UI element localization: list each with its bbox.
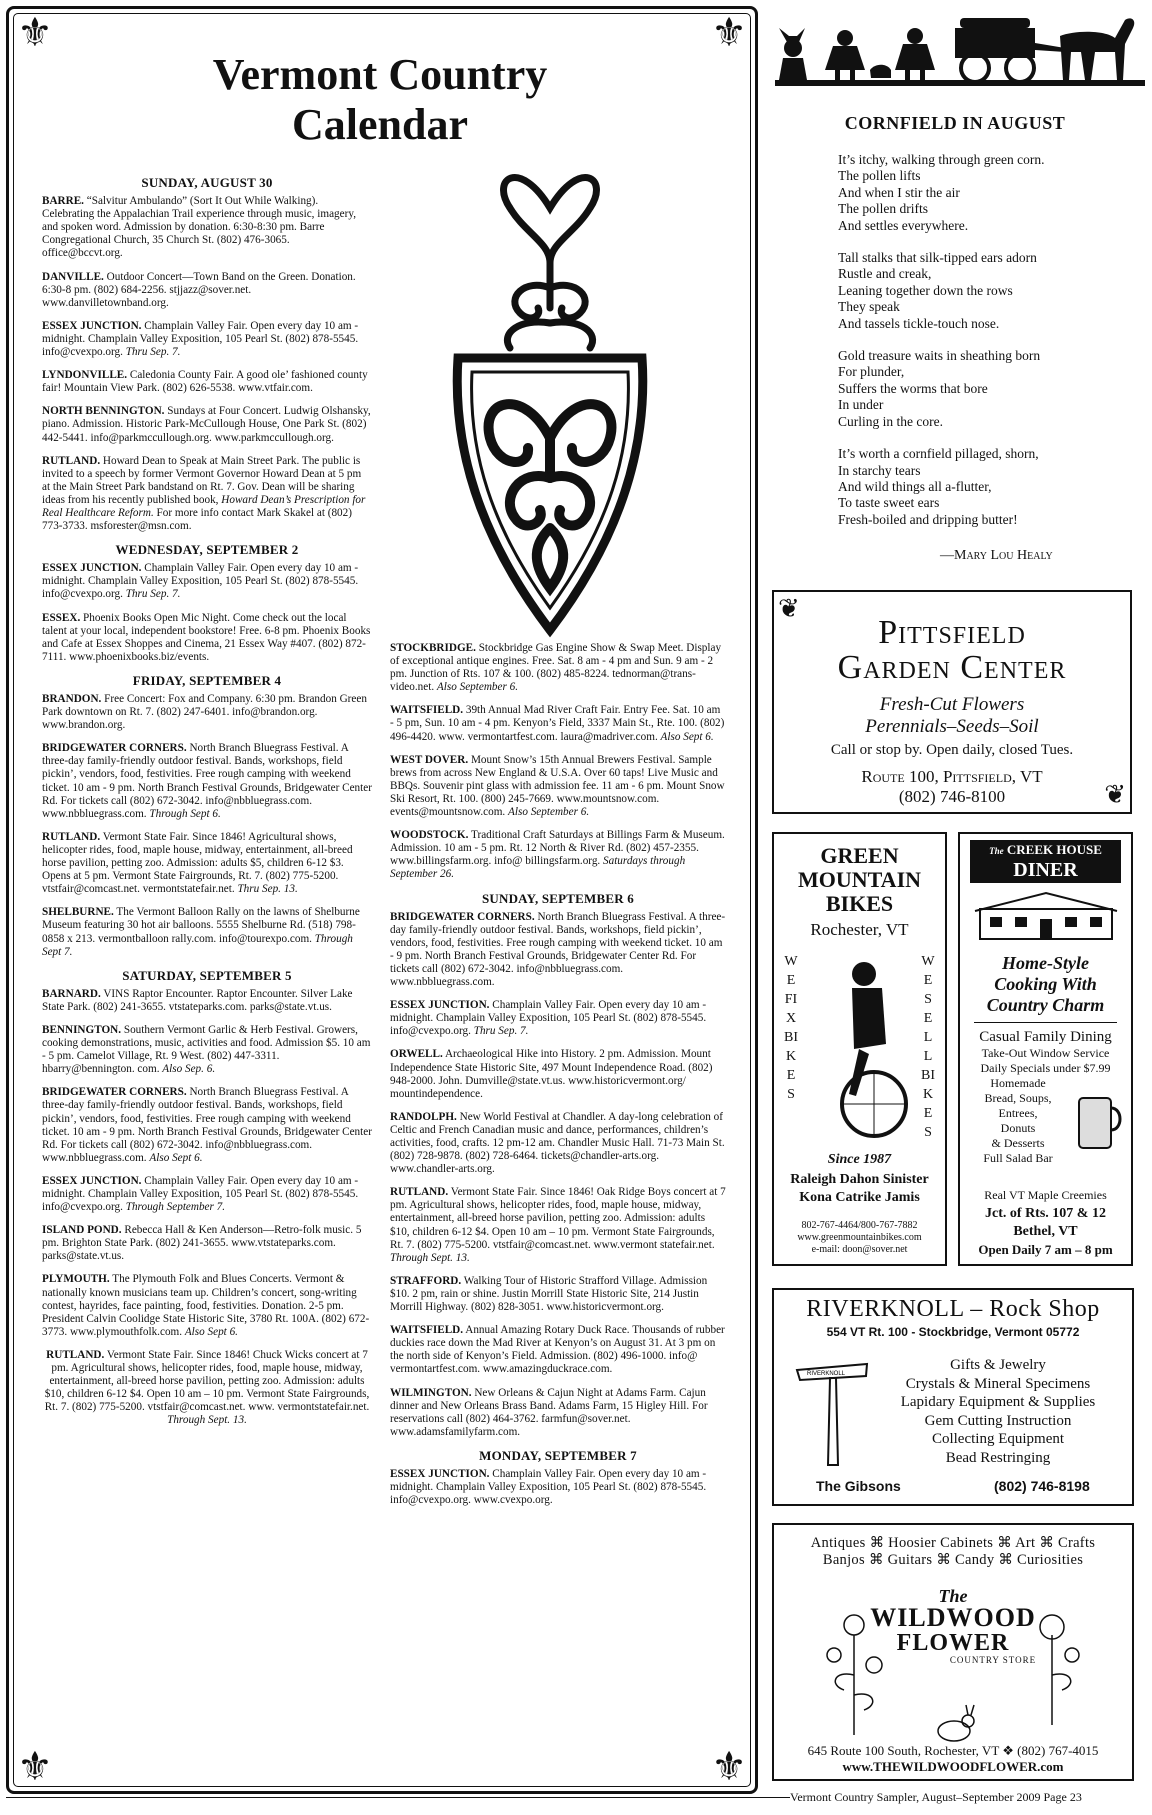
title-line-2: Calendar bbox=[292, 100, 468, 149]
shop-item: Bead Restringing bbox=[945, 1449, 1051, 1466]
ad-line: Fresh-Cut Flowers bbox=[879, 694, 1025, 715]
creek-house-diner-ad bbox=[958, 832, 1133, 1266]
event-text: Howard Dean to Speak at Main Street Park. The public is invited to a speech by former Vermont Governor Howard Dean at 5 pm at the Main Street Park bandstand on Rt. 7. Gov. Dean will be sharing ideas from his recently published book, bbox=[42, 454, 362, 506]
poem-line: They speak bbox=[838, 299, 900, 315]
ad-line: Antiques ⌘ Hoosier Cabinets ⌘ Art ⌘ Crafts bbox=[810, 1535, 1096, 1551]
event-dates: Through Sept 6. bbox=[149, 807, 221, 820]
event-dates: Also September 6. bbox=[508, 806, 590, 819]
diner-name-small: The bbox=[989, 846, 1004, 856]
event-town: LYNDONVILLE. bbox=[42, 369, 128, 382]
event-dates: Through September 7. bbox=[125, 1201, 226, 1214]
ad-website[interactable]: www.THEWILDWOODFLOWER.com bbox=[842, 1759, 1064, 1774]
menu-item: Bread, Soups, bbox=[984, 1091, 1052, 1105]
menu-item: Entrees, bbox=[998, 1106, 1038, 1120]
event-town: STOCKBRIDGE. bbox=[390, 642, 476, 654]
event-town: NORTH BENNINGTON. bbox=[42, 405, 165, 418]
poem-line: It’s worth a cornfield pillaged, shorn, bbox=[838, 446, 1039, 462]
event-entry bbox=[390, 1186, 726, 1265]
brand-list: Kona Catrike Jamis bbox=[799, 1190, 920, 1205]
fleur-corner-icon: ⚜ bbox=[17, 10, 53, 55]
event-text: Free Concert: Fox and Company. 6:30 pm. Brandon Green Park downtown on Rt. 7. (802) 247-6401. info@brandon.org. www.brandon.org. bbox=[42, 693, 367, 732]
event-dates: Saturdays through September 26. bbox=[390, 855, 686, 881]
event-entry bbox=[42, 562, 372, 601]
event-text: Southern Vermont Garlic & Herb Festival. Growers, cooking demonstrations, music, activities and food. Admission $5. 10 am - 5 pm. Camelot Village, Rt. 9 West. (802) 447-3311. hbarry@bennington. com. bbox=[42, 1023, 371, 1076]
event-text: Phoenix Books Open Mic Night. Come check out the local talent at your local, independent bookstore! Free. 6-8 pm. Phoenix Books and Cafe at Essex Shoppes and Cinema, 21 Essex Way #407. (802) 872-7111. www.phoenixbooks.biz/events. bbox=[42, 611, 371, 663]
ad-title: RIVERKNOLL – Rock Shop bbox=[806, 1296, 1100, 1322]
poem-stanza bbox=[838, 446, 1138, 528]
fleur-corner-icon: ⚜ bbox=[711, 1744, 747, 1789]
event-text: VINS Raptor Encounter. Raptor Encounter. Silver Lake State Park. (802) 241-3655. vtstateparks.com. parks@state.vt.us. bbox=[42, 987, 353, 1013]
diner-tagline: Cooking With bbox=[994, 974, 1097, 994]
shop-item: Lapidary Equipment & Supplies bbox=[900, 1394, 1096, 1410]
event-text: The Plymouth Folk and Blues Concerts. Vermont & nationally known musicians team up. Children’s concert, song-writing contest, hayrides, face painting, food, festivities. Donation. 2-5 pm. President Calvin Coolidge State Historic Site, 3780 Rt. 100A. (802) 672-3773. www.plymouthfolk.com. bbox=[42, 1273, 370, 1338]
event-entry bbox=[42, 831, 372, 896]
poem-body bbox=[838, 152, 1138, 544]
ad-line: Perennials–Seeds–Soil bbox=[865, 716, 1039, 737]
event-entry bbox=[42, 1224, 372, 1263]
event-town: ORWELL. bbox=[390, 1048, 443, 1061]
event-town: ESSEX JUNCTION. bbox=[42, 1174, 142, 1187]
event-entry bbox=[42, 320, 372, 359]
event-town: ESSEX. bbox=[42, 611, 81, 624]
diner-name-1: CREEK HOUSE bbox=[1006, 842, 1102, 857]
event-dates: Thru Sep. 7. bbox=[473, 1025, 529, 1038]
poem-line: And wild things all a-flutter, bbox=[838, 478, 992, 494]
event-entry bbox=[42, 271, 372, 310]
event-text: Outdoor Concert—Town Band on the Green. Donation. 6:30-8 pm. (802) 684-2256. stjjazz@sover.net. www.danvilletownband.org. bbox=[42, 270, 356, 309]
shop-item: Crystals & Mineral Specimens bbox=[905, 1375, 1091, 1392]
cyclist-illustration bbox=[814, 954, 909, 1144]
event-dates: Through Sept 7. bbox=[42, 932, 353, 958]
event-town: BARRE. bbox=[42, 195, 84, 208]
poem-line: Tall stalks that silk-tipped ears adorn bbox=[838, 250, 1037, 266]
poem-line: The pollen drifts bbox=[838, 201, 928, 217]
ad-address: Bethel, VT bbox=[1013, 1224, 1078, 1239]
poem-stanza bbox=[838, 152, 1138, 234]
poem-line: To taste sweet ears bbox=[838, 495, 940, 511]
diner-name-line bbox=[972, 842, 1119, 859]
store-name-2: FLOWER bbox=[896, 1630, 1010, 1656]
vine-corner-icon: ❦ bbox=[778, 594, 800, 623]
event-entry bbox=[390, 642, 726, 694]
event-entry bbox=[390, 829, 726, 881]
event-town: RANDOLPH. bbox=[390, 1110, 457, 1123]
event-town: ESSEX JUNCTION. bbox=[390, 1467, 490, 1480]
horse-wagon-silhouette bbox=[775, 8, 1145, 103]
store-name-1: WILDWOOD bbox=[870, 1603, 1036, 1632]
event-town: BARNARD. bbox=[42, 987, 101, 1000]
coffee-mug-illustration bbox=[1073, 1086, 1123, 1156]
green-mountain-bikes-ad bbox=[772, 832, 947, 1266]
event-town: WOODSTOCK. bbox=[390, 829, 469, 842]
ad-email[interactable]: e-mail: doon@sover.net bbox=[811, 1244, 908, 1255]
event-town: WEST DOVER. bbox=[390, 753, 469, 766]
hammer-label: RIVERKNOLL bbox=[807, 1371, 846, 1377]
event-town: BRIDGEWATER CORNERS. bbox=[390, 910, 535, 923]
event-town: RUTLAND. bbox=[42, 830, 101, 843]
event-text: For more info contact Mark Skakel at (802) 773-3733. msforester@msn.com. bbox=[42, 506, 352, 533]
poem-title: CORNFIELD IN AUGUST bbox=[844, 113, 1066, 133]
event-text: Champlain Valley Fair. Open every day 10 am - midnight. Champlain Valley Exposition, 105 Pearl St. (802) 878-5545. info@cvexpo.org. bbox=[42, 319, 359, 359]
event-text: Champlain Valley Fair. Open every day 10 am - midnight. Champlain Valley Exposition, 105 Pearl St. (802) 878-5545. info@cvexpo.org. www.cvexpo.org. bbox=[390, 1467, 707, 1507]
ad-phone: (802) 746-8100 bbox=[898, 787, 1006, 806]
event-town: RUTLAND. bbox=[42, 454, 101, 467]
event-entry bbox=[42, 405, 372, 444]
rabbit-illustration bbox=[924, 1703, 984, 1743]
ad-name-line-2: Garden Center bbox=[837, 649, 1067, 686]
store-name-3: COUNTRY STORE bbox=[949, 1655, 1037, 1665]
day-heading: MONDAY, SEPTEMBER 7 bbox=[479, 1447, 637, 1463]
event-town: BRANDON. bbox=[42, 693, 102, 705]
ad-line: Banjos ⌘ Guitars ⌘ Candy ⌘ Curiosities bbox=[822, 1552, 1084, 1568]
flower-illustration bbox=[814, 1595, 894, 1735]
menu-item: Donuts bbox=[1000, 1121, 1036, 1135]
event-town: RUTLAND. bbox=[46, 1348, 105, 1361]
menu-item: Homemade bbox=[990, 1076, 1046, 1090]
diner-tagline: Country Charm bbox=[986, 995, 1105, 1015]
event-text: North Branch Bluegrass Festival. A three-day family-friendly outdoor festival. Bands, workshops, field pickin’, vendors, food, festivities. Free rough camping with weekend ticket. 10 am - 9 pm. North Branch Festival Grounds, Bridgewater Center Rd. For tickets call (802) 672-3042. info@nbbluegrass.com. www.nbbluegrass.com. bbox=[42, 1086, 372, 1164]
riverknoll-rock-shop-ad bbox=[772, 1288, 1134, 1506]
shop-item: Gifts & Jewelry bbox=[950, 1357, 1046, 1373]
calendar-title bbox=[150, 50, 610, 150]
event-text: Mount Snow’s 15th Annual Brewers Festival. Sample brews from across New England & U.S.A. Over 60 taps! Live Music and BBQs. Souvenir pint glass with admission fee. 11 am - 6 pm. Mount Snow Ski Resort, Rt. 100. (800) 245-7669. www.mountsnow.com. events@mountsnow.com. bbox=[390, 753, 725, 819]
poem-line: Fresh-boiled and dripping butter! bbox=[838, 511, 1018, 527]
event-town: WAITSFIELD. bbox=[390, 704, 464, 717]
event-text: Vermont State Fair. Since 1846! Oak Ridge Boys concert at 7 pm. Agricultural shows, helicopter rides, food, maple house, midway, entertainment, all-breed horse pavilion, petting zoo. Admission: adults $10, children 6-12 $4. Open 10 am – 10 pm. Vermont State Fairgrounds, Rt. 7. (802) 775-5200. vtstfair@comcast.net. www.vermont statefair.net. bbox=[390, 1186, 726, 1251]
event-town: ESSEX JUNCTION. bbox=[390, 999, 490, 1012]
ad-name-line: BIKES bbox=[825, 891, 894, 916]
event-entry bbox=[42, 369, 372, 395]
event-entry bbox=[42, 693, 372, 732]
poem-stanza bbox=[838, 348, 1138, 430]
event-town: BRIDGEWATER CORNERS. bbox=[42, 742, 187, 755]
event-entry bbox=[42, 1349, 372, 1428]
day-heading: SATURDAY, SEPTEMBER 5 bbox=[122, 967, 292, 983]
event-town: ISLAND POND. bbox=[42, 1224, 122, 1237]
ad-line: Real VT Maple Creemies bbox=[984, 1188, 1107, 1202]
poem-line: The pollen lifts bbox=[838, 168, 921, 184]
ad-website[interactable]: www.greenmountainbikes.com bbox=[797, 1232, 922, 1243]
event-entry bbox=[42, 612, 372, 664]
event-town: ESSEX JUNCTION. bbox=[42, 562, 142, 575]
event-dates: Thru Sep. 7. bbox=[125, 588, 181, 601]
event-text: Sundays at Four Concert. Ludwig Olshansky, piano. Admission. Historic Park-McCullough House, One Park St. (802) 442-5441. info@parkmccullough.org. www.parkmccullough.org. bbox=[42, 405, 371, 444]
day-heading: SUNDAY, AUGUST 30 bbox=[141, 175, 273, 190]
ad-town: Rochester, VT bbox=[810, 920, 909, 939]
store-name-the: The bbox=[938, 1586, 968, 1606]
day-heading: WEDNESDAY, SEPTEMBER 2 bbox=[115, 542, 299, 558]
event-entry bbox=[42, 1024, 372, 1076]
event-town: STRAFFORD. bbox=[390, 1274, 462, 1287]
event-text: Champlain Valley Fair. Open every day 10 am - midnight. Champlain Valley Exposition, 105 Pearl St. (802) 878-5545. info@cvexpo.org. bbox=[390, 999, 707, 1038]
we-fix-bikes-vertical: WE FIX BIKES bbox=[784, 954, 798, 1102]
day-heading: FRIDAY, SEPTEMBER 4 bbox=[132, 672, 282, 688]
event-entry bbox=[390, 704, 726, 743]
event-entry bbox=[390, 754, 726, 819]
event-town: BENNINGTON. bbox=[42, 1023, 122, 1036]
event-text: Vermont State Fair. Since 1846! Agricultural shows, helicopter rides, food, maple house, midway, entertainment, all-breed horse pavilion, petting zoo. Admission: adults $5, children 6-12 $3. Opens at 5 pm. Vermont State Fairgrounds, Rt. 7. (802) 775-5200. vtstfair@comcast.net. vermontstatefair.net. bbox=[42, 830, 353, 896]
ad-line: Take-Out Window Service bbox=[981, 1046, 1110, 1060]
ad-name-line: GREEN bbox=[820, 843, 899, 868]
ad-address: 645 Route 100 South, Rochester, VT ❖ (802) 767-4015 bbox=[807, 1743, 1099, 1758]
ad-line: Call or stop by. Open daily, closed Tues. bbox=[830, 742, 1074, 758]
event-entry bbox=[390, 999, 726, 1038]
poem-line: Gold treasure waits in sheathing born bbox=[838, 348, 1041, 364]
event-entry bbox=[42, 1273, 372, 1338]
event-town: ESSEX JUNCTION. bbox=[42, 319, 142, 332]
event-text: Rebecca Hall & Ken Anderson—Retro-folk music. 5 pm. Brighton State Park. (802) 241-3655. www.vtstateparks.com. parks@state.vt.us. bbox=[42, 1224, 362, 1263]
event-town: DANVILLE. bbox=[42, 270, 104, 283]
event-text: Annual Amazing Rotary Duck Race. Thousands of rubber duckies race down the Mad River at Kenyon’s on August 31. At 3 pm on the north side of Kenyon’s Field. Admission. (802) 496-1000. info@ vermontartfest.com. www.amazingduckrace.com. bbox=[390, 1324, 725, 1376]
ad-address: Jct. of Rts. 107 & 12 bbox=[985, 1206, 1106, 1221]
event-entry bbox=[390, 1275, 726, 1314]
diner-tagline: Home-Style bbox=[1002, 953, 1089, 973]
since-year: Since 1987 bbox=[827, 1152, 892, 1167]
event-dates: Also Sept 6. bbox=[660, 730, 714, 743]
event-dates: Through Sept. 13. bbox=[167, 1414, 247, 1427]
event-dates: Also September 6. bbox=[436, 681, 519, 694]
poem-line: And settles everywhere. bbox=[838, 217, 969, 233]
ad-name-line-1: Pittsfield bbox=[878, 614, 1026, 651]
event-entry bbox=[42, 455, 372, 534]
event-town: WAITSFIELD. bbox=[390, 1324, 464, 1337]
poem-line: In under bbox=[838, 397, 884, 413]
shop-item: Collecting Equipment bbox=[931, 1431, 1065, 1447]
calendar-column-1 bbox=[42, 172, 372, 1438]
ad-phone: 802-767-4464/800-767-7882 bbox=[801, 1220, 918, 1231]
poem-line: For plunder, bbox=[838, 364, 905, 380]
heart-trivet-illustration bbox=[430, 148, 670, 638]
event-text: Champlain Valley Fair. Open every day 10 am - midnight. Champlain Valley Exposition, 105 Pearl St. (802) 878-5545. info@cvexpo.org. bbox=[42, 562, 359, 601]
event-dates: Also Sep. 6. bbox=[162, 1063, 216, 1076]
ad-address: 554 VT Rt. 100 - Stockbridge, Vermont 05772 bbox=[826, 1325, 1080, 1339]
menu-item: Full Salad Bar bbox=[983, 1151, 1053, 1165]
event-entry bbox=[42, 1175, 372, 1214]
brand-list: Raleigh Dahon Sinister bbox=[790, 1172, 929, 1187]
event-entry bbox=[42, 1086, 372, 1165]
event-town: BRIDGEWATER CORNERS. bbox=[42, 1086, 187, 1099]
poem-line: Suffers the worms that bore bbox=[838, 380, 988, 396]
ad-name-line: MOUNTAIN bbox=[797, 867, 922, 892]
fleur-corner-icon: ⚜ bbox=[17, 1744, 53, 1789]
event-entry bbox=[390, 1111, 726, 1176]
shop-owner: The Gibsons bbox=[816, 1478, 901, 1494]
event-text: Stockbridge Gas Engine Show & Swap Meet. Display of exceptional antique engines. Free. Sat. 8 am - 4 pm and Sun. 9 am - 2 pm. Junction of Rts. 107 & 100. (802) 485-8224. tednorman@trans-video.net. bbox=[390, 642, 722, 694]
poem-line: And tassels tickle-touch nose. bbox=[838, 315, 1000, 331]
page-footer: Vermont Country Sampler, August–September 2009 Page 23 bbox=[790, 1790, 1082, 1804]
poem-author: —Mary Lou Healy bbox=[940, 548, 1053, 563]
ad-hours: Open Daily 7 am – 8 pm bbox=[978, 1242, 1113, 1257]
event-text: Traditional Craft Saturdays at Billings Farm & Museum. Admission. 10 am - 5 pm. Rt. 12 North & River Rd. (802) 457-2355. www.billingsfarm.org. info@ billingsfarm.org. bbox=[390, 829, 725, 868]
poem-line: Leaning together down the rows bbox=[838, 282, 1013, 298]
title-line-1: Vermont Country bbox=[212, 50, 548, 99]
fleur-corner-icon: ⚜ bbox=[711, 10, 747, 55]
event-town: SHELBURNE. bbox=[42, 906, 114, 919]
day-heading: SUNDAY, SEPTEMBER 6 bbox=[481, 890, 635, 906]
event-town: RUTLAND. bbox=[390, 1186, 449, 1199]
ad-line: Casual Family Dining bbox=[979, 1029, 1112, 1045]
flower-illustration bbox=[1012, 1605, 1092, 1725]
event-text: The Vermont Balloon Rally on the lawns of Shelburne Museum featuring 30 hot air balloons. 5555 Shelburne Rd. (518) 798-0858 x 213. vermontballoon rally.com. info@tourexpo.com. bbox=[42, 906, 360, 945]
event-town: WILMINGTON. bbox=[390, 1386, 472, 1399]
event-text: Vermont State Fair. Since 1846! Chuck Wicks concert at 7 pm. Agricultural shows, helicopter rides, food, maple house, midway, entertainment, all-breed horse pavilion, petting zoo. Admission: adults $10, children 6-12 $4. Open 10 am – 10 pm. Vermont State Fairgrounds, Rt. 7. (802) 775-5200. vtstfair@comcast.net. www. vermontstatefair.net. bbox=[44, 1348, 370, 1414]
footer-rule bbox=[6, 1797, 790, 1798]
event-entry bbox=[390, 1324, 726, 1376]
event-entry bbox=[390, 911, 726, 990]
event-text: North Branch Bluegrass Festival. A three-day family-friendly outdoor festival. Bands, workshops, field pickin’, vendors, food, festivities. Free rough camping with weekend ticket. 10 am - 9 pm. North Branch Festival Grounds, Bridgewater Center Rd. For tickets call (802) 672-3042. info@nbbluegrass.com. www.nbbluegrass.com. bbox=[42, 742, 372, 820]
ad-line: Daily Specials under $7.99 bbox=[980, 1061, 1111, 1075]
event-entry bbox=[390, 1468, 726, 1507]
event-entry bbox=[42, 742, 372, 821]
ad-address: Route 100, Pittsfield, VT bbox=[861, 767, 1043, 786]
event-entry bbox=[42, 906, 372, 958]
diner-building-illustration bbox=[970, 889, 1122, 944]
we-sell-bikes-vertical: WE SELL BIKES bbox=[921, 954, 935, 1140]
shop-item: Gem Cutting Instruction bbox=[924, 1412, 1072, 1429]
vine-corner-icon: ❦ bbox=[1104, 780, 1126, 809]
event-text: 39th Annual Mad River Craft Fair. Entry Fee. Sat. 10 am - 5 pm, Sun. 10 am - 4 pm. Kenyon’s Field, 3337 Main St., Rte. 100. (802) 496-4420. www. vermontartfest.com. laura@madriver.com. bbox=[390, 704, 725, 743]
poem-line: In starchy tears bbox=[838, 462, 921, 478]
event-dates: Thru Sep. 13. bbox=[237, 883, 298, 896]
menu-item: & Desserts bbox=[991, 1136, 1045, 1150]
diner-name-2: DINER bbox=[1013, 859, 1078, 881]
event-entry bbox=[390, 1048, 726, 1100]
calendar-column-2 bbox=[390, 642, 726, 1517]
poem-stanza bbox=[838, 250, 1138, 332]
rock-hammer-icon bbox=[792, 1360, 872, 1470]
poem-line: Rustle and creak, bbox=[838, 266, 932, 282]
pittsfield-garden-center-ad bbox=[772, 590, 1132, 814]
ad-phone: (802) 746-8198 bbox=[994, 1478, 1090, 1494]
event-entry bbox=[42, 988, 372, 1014]
event-dates: Also Sept 6. bbox=[184, 1325, 238, 1338]
event-town: PLYMOUTH. bbox=[42, 1273, 110, 1286]
event-dates: Thru Sep. 7. bbox=[125, 346, 181, 359]
poem-line: Curling in the core. bbox=[838, 413, 943, 429]
event-entry bbox=[390, 1387, 726, 1439]
event-text: Caledonia County Fair. A good ole’ fashioned county fair! Mountain View Park. (802) 626-5538. www.vtfair.com. bbox=[42, 369, 368, 395]
book-title: Howard Dean’s Prescription for Real Healthcare Reform. bbox=[42, 493, 366, 519]
poem-line: It’s itchy, walking through green corn. bbox=[838, 152, 1045, 167]
event-text: Champlain Valley Fair. Open every day 10 am - midnight. Champlain Valley Exposition, 105 Pearl St. (802) 878-5545. info@cvexpo.org. bbox=[42, 1174, 359, 1214]
event-text: New Orleans & Cajun Night at Adams Farm. Cajun dinner and New Orleans Brass Band. Adams Farm, 15 Higley Hill. For reservations call (802) 464-3762. farmfun@sover.net. www.adamsfamilyfarm.com. bbox=[390, 1386, 708, 1438]
event-dates: Also Sept 6. bbox=[149, 1151, 203, 1164]
event-text: North Branch Bluegrass Festival. A three-day family-friendly outdoor festival. Bands, workshops, field pickin’, vendors, food, festivities. Free rough camping with weekend ticket. 10 am - 9 pm. North Branch Festival Grounds, Bridgewater Center Rd. For tickets call (802) 672-3042. info@nbbluegrass.com. www.nbbluegrass.com. bbox=[390, 910, 726, 989]
event-text: Walking Tour of Historic Strafford Village. Admission $10. 2 pm, rain or shine. Justin Morrill State Historic Site, 214 Justin Morrill Highway. (802) 828-3051. www.historicvermont.org. bbox=[390, 1274, 708, 1314]
event-text: “Salvitur Ambulando” (Sort It Out While Walking). Celebrating the Appalachian Trail experience through music, imagery, and spoken word. Admission by donation. 6:30-8:30 pm. Barre Congregational Church, 35 Church St. (802) 476-3065. office@bccvt.org. bbox=[42, 195, 356, 260]
wildwood-flower-ad bbox=[772, 1523, 1134, 1781]
event-dates: Through Sept. 13. bbox=[390, 1251, 470, 1264]
event-entry bbox=[42, 195, 372, 260]
poem-line: And when I stir the air bbox=[838, 184, 960, 200]
event-text: New World Festival at Chandler. A day-long celebration of Celtic and French Canadian music and dance, performances, children’s activities, food, crafts. 12 pm-12 am. Chandler Music Hall. 71-73 Main St. (802) 728-9878. (802) 728-6464. tickets@chandler-arts.org. www.chandler-arts.org. bbox=[390, 1110, 725, 1176]
event-text: Archaeological Hike into History. 2 pm. Admission. Mount Independence State Historic Site, 497 Mount Independence Road. (802) 948-2000. John. Dumville@state.vt.us. www.historicvermont.org/ mountindependence. bbox=[390, 1048, 713, 1100]
